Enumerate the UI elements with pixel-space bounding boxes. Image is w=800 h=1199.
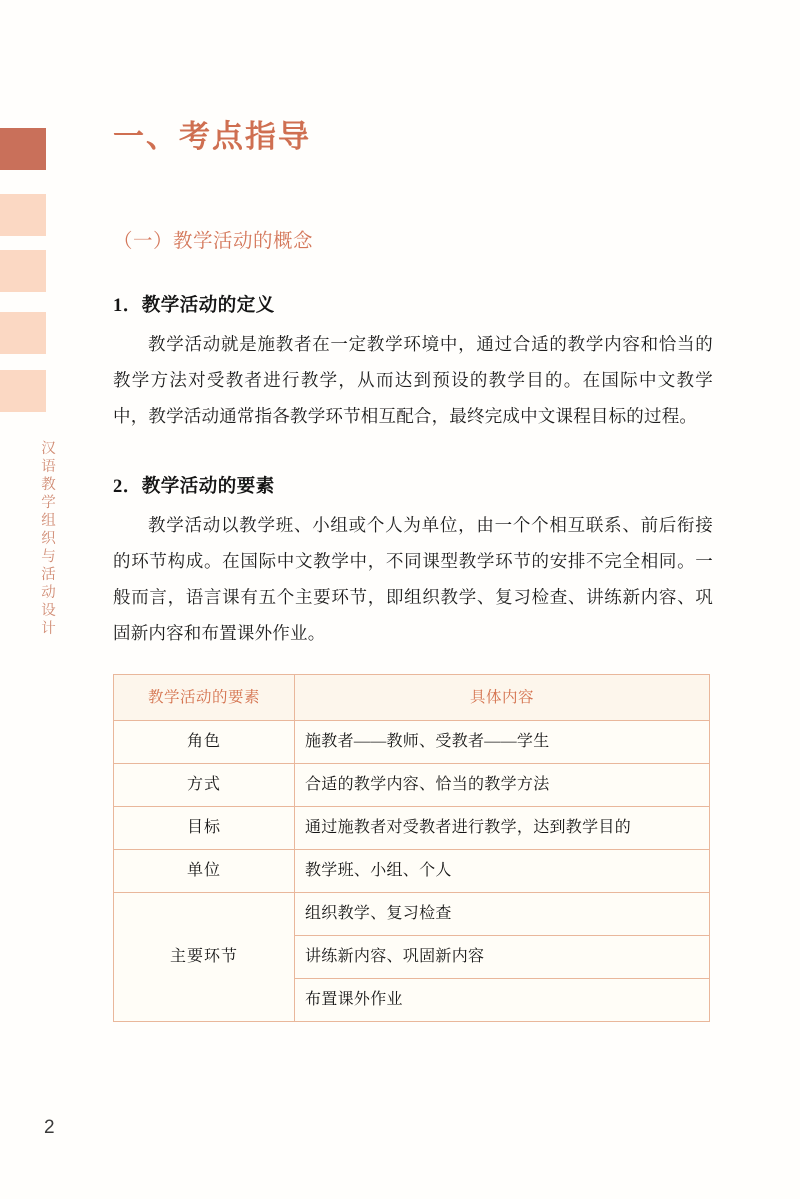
thumb-index-tab-2[interactable]	[0, 194, 46, 236]
table-header-row	[114, 674, 710, 720]
thumb-index-tab-3[interactable]	[0, 250, 46, 292]
table-cell-key: 主要环节	[114, 893, 295, 1022]
table-cell-value: 施教者——教师、受教者——学生	[295, 721, 710, 764]
item-1-paragraph: 教学活动就是施教者在一定教学环境中，通过合适的教学内容和恰当的教学方法对受教者进行教学，从而达到预设的教学目的。在国际中文教学中，教学活动通常指各教学环节相互配合，最终完成中文课程目标的过程。	[113, 333, 713, 426]
item-2-paragraph: 教学活动以教学班、小组或个人为单位，由一个个相互联系、前后衔接的环节构成。在国际中文教学中，不同课型教学环节的安排不完全相同。一般而言，语言课有五个主要环节，即组织教学、复习检查、讲练新内容、巩固新内容和布置课外作业。	[113, 515, 713, 643]
table-header-cell-content: 具体内容	[295, 674, 710, 720]
table-cell-key: 目标	[114, 807, 295, 850]
table-body	[114, 721, 710, 1022]
table-row	[114, 807, 710, 850]
item-1-title: 1．教学活动的定义	[113, 295, 275, 316]
table-cell-key: 方式	[114, 764, 295, 807]
running-title: 汉语教学组织与活动设计	[39, 440, 55, 638]
chapter-heading: 一、考点指导	[113, 119, 311, 154]
table-cell-value: 教学班、小组、个人	[295, 850, 710, 893]
table-cell-value: 布置课外作业	[295, 979, 710, 1022]
table-row	[114, 893, 710, 936]
item-2-title: 2．教学活动的要素	[113, 477, 275, 498]
table-cell-key: 单位	[114, 850, 295, 893]
table-cell-value: 合适的教学内容、恰当的教学方法	[295, 764, 710, 807]
page-number: 2	[44, 1117, 55, 1138]
table-cell-key: 角色	[114, 721, 295, 764]
thumb-index-tab-1[interactable]	[0, 128, 46, 170]
table-cell-value: 通过施教者对受教者进行教学，达到教学目的	[295, 807, 710, 850]
table-row	[114, 721, 710, 764]
thumb-index-tab-5[interactable]	[0, 370, 46, 412]
table-row	[114, 850, 710, 893]
subsection-heading: （一）教学活动的概念	[113, 229, 314, 252]
table-cell-value: 组织教学、复习检查	[295, 893, 710, 936]
table-cell-value: 讲练新内容、巩固新内容	[295, 936, 710, 979]
table-row	[114, 764, 710, 807]
table-header-cell-element: 教学活动的要素	[114, 674, 295, 720]
table-header	[114, 674, 710, 720]
thumb-index-tab-4[interactable]	[0, 312, 46, 354]
content-column	[113, 0, 713, 1022]
teaching-activity-elements-table	[113, 674, 710, 1022]
